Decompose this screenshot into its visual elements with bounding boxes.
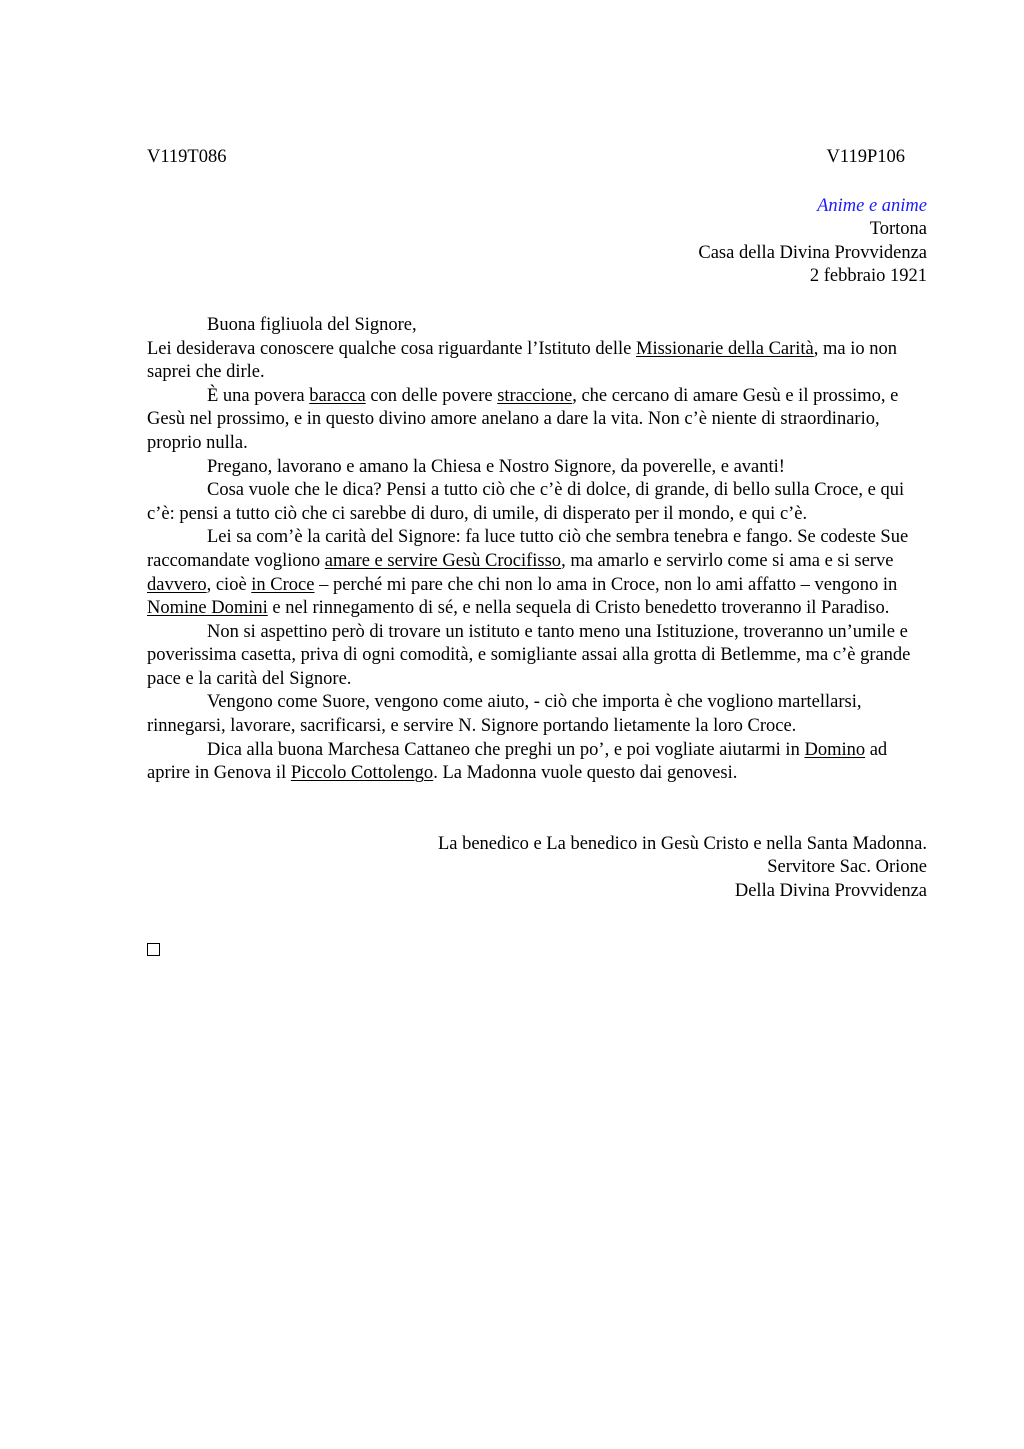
paragraph-5-text-d: – perché mi pare che chi non lo ama in Croce, non lo ami affatto – vengono in: [314, 574, 898, 595]
letter-body: [147, 314, 927, 786]
left-document-code: V119T086: [147, 147, 227, 167]
paragraph-1: [147, 338, 927, 385]
underlined-nomine-domini: Nomine Domini: [147, 598, 268, 619]
paragraph-5-text-c: , cioè: [206, 574, 252, 595]
paragraph-2: [147, 385, 927, 456]
underlined-amare-servire: amare e servire Gesù Crocifisso: [324, 550, 562, 571]
paragraph-5-text-a: Lei sa com’è la carità del Signore: fa luce tutto ciò che sembra tenebra e fango. Se codeste Sue raccomandate vogliono: [147, 527, 909, 571]
paragraph-5-text-e: e nel rinnegamento di sé, e nella sequela di Cristo benedetto troveranno il Paradiso.: [267, 598, 890, 619]
underlined-missionarie: Missionarie della Carità: [636, 338, 814, 359]
letter-title[interactable]: Anime e anime: [817, 195, 927, 216]
signature-line: Servitore Sac. Orione: [767, 857, 927, 878]
letter-place: Tortona: [869, 219, 927, 240]
paragraph-1-text-b: , ma io non saprei che dirle.: [147, 338, 898, 383]
document-codes: [147, 146, 905, 170]
paragraph-5: [147, 526, 927, 620]
affiliation-line: Della Divina Provvidenza: [734, 881, 927, 902]
underlined-straccione: straccione: [497, 385, 573, 406]
paragraph-7: Vengono come Suore, vengono come aiuto, - ciò che importa è che vogliono martellarsi, rinnegarsi, lavorare, sacrificarsi, e servire N. Signore portando lietamente la loro Croce.: [147, 692, 862, 737]
salutation: Buona figliuola del Signore,: [207, 314, 417, 335]
paragraph-4: Cosa vuole che le dica? Pensi a tutto ciò che c’è di dolce, di grande, di bello sulla Croce, e qui c’è: pensi a tutto ciò che ci sarebbe di duro, di umile, di disperato per il mondo, e qui c’è.: [147, 480, 905, 524]
paragraph-8-text-c: . La Madonna vuole questo dai genovesi.: [433, 763, 738, 784]
underlined-davvero: davvero: [147, 574, 207, 595]
blessing-line: La benedico e La benedico in Gesù Cristo e nella Santa Madonna.: [437, 833, 927, 854]
letter-closing: [147, 833, 927, 904]
paragraph-1-text-a: Lei desiderava conoscere qualche cosa riguardante l’Istituto delle: [147, 338, 637, 359]
letter-house: Casa della Divina Provvidenza: [698, 242, 927, 263]
letter-date: 2 febbraio 1921: [809, 266, 927, 287]
letter-page: [147, 146, 927, 956]
paragraph-3: Pregano, lavorano e amano la Chiesa e Nostro Signore, da poverelle, e avanti!: [207, 456, 785, 477]
underlined-piccolo-cottolengo: Piccolo Cottolengo: [290, 763, 434, 784]
paragraph-2-text-b: con delle povere: [365, 385, 498, 406]
underlined-baracca: baracca: [309, 385, 366, 406]
empty-checkbox[interactable]: [147, 943, 160, 956]
right-document-code: V119P106: [826, 147, 905, 167]
underlined-in-croce: in Croce: [251, 574, 315, 595]
paragraph-5-text-b: , ma amarlo e servirlo come si ama e si serve: [561, 550, 894, 571]
paragraph-8-text-a: Dica alla buona Marchesa Cattaneo che preghi un po’, e poi vogliate aiutarmi in: [207, 739, 805, 760]
paragraph-2-text-c: , che cercano di amare Gesù e il prossimo, e Gesù nel prossimo, e in questo divino amore anelano a dare la vita. Non c’è niente di straordinario, proprio nulla.: [147, 385, 899, 453]
underlined-domino: Domino: [804, 739, 866, 760]
letter-heading: [147, 195, 927, 289]
paragraph-8: [147, 739, 927, 786]
paragraph-6: Non si aspettino però di trovare un istituto e tanto meno una Istituzione, troveranno un’umile e poverissima casetta, priva di ogni comodità, e somigliante assai alla grotta di Betlemme, ma c’è grande pace e la carità del Signore.: [147, 621, 911, 689]
paragraph-8-text-b: ad aprire in Genova il: [147, 739, 888, 784]
paragraph-2-text-a: È una povera: [207, 385, 310, 406]
